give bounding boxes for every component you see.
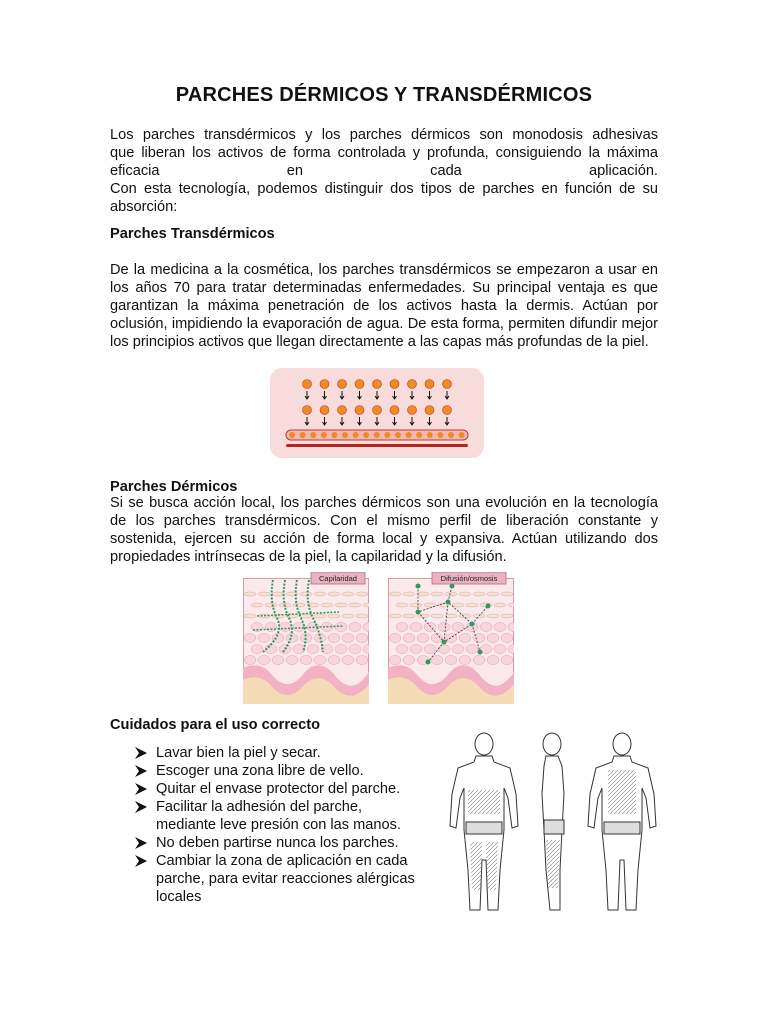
intro-line-1: Los parches transdérmicos y los parches dérmicos son monodosis adhesivas bbox=[110, 127, 658, 143]
skin-cell bbox=[501, 592, 513, 596]
dermis-line bbox=[286, 444, 468, 447]
skin-cell bbox=[349, 623, 361, 632]
list-item bbox=[134, 744, 434, 762]
skin-cell bbox=[363, 603, 369, 607]
skin-cell bbox=[307, 645, 319, 654]
skin-cell bbox=[431, 656, 443, 665]
skin-cell bbox=[342, 614, 354, 618]
skin-cell bbox=[487, 614, 499, 618]
active-drop-icon bbox=[443, 406, 452, 415]
skin-cell bbox=[356, 614, 368, 618]
skin-cell bbox=[494, 603, 506, 607]
skin-cell bbox=[272, 592, 284, 596]
skin-cell bbox=[459, 634, 471, 643]
absorbed-drop-icon bbox=[353, 432, 359, 438]
skin-cell bbox=[342, 592, 354, 596]
active-drop-icon bbox=[390, 406, 399, 415]
body-side-figure bbox=[542, 733, 564, 910]
skin-cell bbox=[431, 614, 443, 618]
diffusion-node bbox=[486, 604, 491, 609]
absorbed-drop-icon bbox=[448, 432, 454, 438]
diffusion-node bbox=[478, 650, 483, 655]
active-drop-icon bbox=[390, 380, 399, 389]
diffusion-node bbox=[416, 584, 421, 589]
transdermal-paragraph: De la medicina a la cosmética, los parches transdérmicos se empezaron a usar en los años 70 para tratar determinadas enfermedades. Su principal ventaja es que garantizan la máxima penetración de los activos hasta la dermis. Actúan por oclusión, impidiendo la evaporación de agua. De esta forma, permiten difundir mejor los principios activos que llegan directamente a las capas más profundas de la piel. bbox=[110, 262, 658, 350]
skin-cell bbox=[335, 645, 347, 654]
skin-cell bbox=[508, 603, 514, 607]
list-item bbox=[134, 780, 434, 798]
skin-cell bbox=[403, 634, 415, 643]
active-drop-icon bbox=[408, 406, 417, 415]
list-item bbox=[134, 834, 434, 852]
active-drop-icon bbox=[303, 406, 312, 415]
body-front-figure bbox=[450, 733, 518, 910]
active-drop-icon bbox=[338, 380, 347, 389]
capillarity-label: Capilaridad bbox=[319, 574, 357, 583]
absorbed-drop-icon bbox=[437, 432, 443, 438]
intro-paragraph bbox=[110, 126, 658, 216]
skin-cell bbox=[244, 592, 256, 596]
skin-cell bbox=[279, 623, 291, 632]
skin-cell bbox=[403, 656, 415, 665]
list-item-line: Quitar el envase protector del parche. bbox=[156, 781, 401, 797]
skin-cell bbox=[445, 592, 457, 596]
absorbed-drop-icon bbox=[363, 432, 369, 438]
list-item-line: Lavar bien la piel y secar. bbox=[156, 745, 321, 761]
list-item bbox=[134, 762, 434, 780]
skin-cell bbox=[328, 634, 340, 643]
skin-cell bbox=[501, 634, 513, 643]
transdermal-patch-illustration bbox=[270, 368, 484, 458]
skin-cell bbox=[293, 603, 305, 607]
body-back-figure bbox=[588, 733, 656, 910]
skin-cell bbox=[466, 603, 478, 607]
active-drop-icon bbox=[373, 380, 382, 389]
skin-cell bbox=[396, 623, 408, 632]
skin-cell bbox=[466, 645, 478, 654]
skin-cell bbox=[321, 603, 333, 607]
skin-cell bbox=[389, 592, 401, 596]
absorbed-drop-icon bbox=[321, 432, 327, 438]
skin-cell bbox=[328, 656, 340, 665]
intro-line-5: absorción: bbox=[110, 199, 178, 215]
skin-cell bbox=[501, 656, 513, 665]
capillarity-skin-illustration bbox=[243, 572, 369, 704]
skin-cell bbox=[494, 623, 506, 632]
skin-cell bbox=[356, 592, 368, 596]
skin-cell bbox=[251, 603, 263, 607]
skin-cell bbox=[265, 623, 277, 632]
active-drop-icon bbox=[408, 380, 417, 389]
absorbed-drop-icon bbox=[406, 432, 412, 438]
arrowhead-bullet-icon bbox=[134, 762, 148, 780]
absorbed-drop-icon bbox=[459, 432, 465, 438]
skin-cell bbox=[396, 603, 408, 607]
skin-cell bbox=[445, 656, 457, 665]
skin-cell bbox=[487, 592, 499, 596]
absorbed-drop-icon bbox=[384, 432, 390, 438]
active-drop-icon bbox=[355, 406, 364, 415]
skin-cell bbox=[300, 656, 312, 665]
list-item-line: Escoger una zona libre de vello. bbox=[156, 763, 364, 779]
intro-word: aplicación. bbox=[589, 163, 658, 179]
diffusion-node bbox=[426, 660, 431, 665]
intro-word: cada bbox=[430, 163, 462, 179]
skin-cell bbox=[417, 592, 429, 596]
care-list bbox=[134, 744, 434, 906]
skin-cell bbox=[501, 614, 513, 618]
skin-cell bbox=[487, 634, 499, 643]
intro-line-2: que liberan los activos de forma controlada y profunda, consiguiendo la máxima bbox=[110, 145, 658, 161]
skin-cell bbox=[396, 645, 408, 654]
active-drop-icon bbox=[425, 380, 434, 389]
skin-cell bbox=[251, 645, 263, 654]
skin-cell bbox=[342, 634, 354, 643]
skin-cell bbox=[258, 592, 270, 596]
intro-line-3 bbox=[110, 162, 658, 180]
skin-cell bbox=[452, 603, 464, 607]
skin-cell bbox=[244, 656, 256, 665]
skin-cell bbox=[265, 603, 277, 607]
list-item bbox=[134, 798, 434, 834]
absorbed-drop-icon bbox=[289, 432, 295, 438]
skin-cell bbox=[300, 592, 312, 596]
skin-cell bbox=[244, 634, 256, 643]
skin-cell bbox=[286, 656, 298, 665]
skin-cell bbox=[403, 592, 415, 596]
arrowhead-bullet-icon bbox=[134, 834, 148, 852]
skin-cell bbox=[410, 645, 422, 654]
arrowhead-bullet-icon bbox=[134, 852, 148, 870]
list-item-line: mediante leve presión con las manos. bbox=[156, 817, 401, 833]
intro-word: en bbox=[286, 163, 303, 179]
intro-word: eficacia bbox=[110, 163, 160, 179]
active-drop-icon bbox=[320, 406, 329, 415]
absorbed-drop-icon bbox=[395, 432, 401, 438]
absorbed-drop-icon bbox=[427, 432, 433, 438]
section-heading-transdermal: Parches Transdérmicos bbox=[110, 226, 275, 242]
diffusion-node bbox=[442, 640, 447, 645]
skin-cell bbox=[431, 634, 443, 643]
arrowhead-bullet-icon bbox=[134, 798, 148, 816]
skin-cell bbox=[438, 623, 450, 632]
list-item-line: parche, para evitar reacciones alérgicas bbox=[156, 871, 415, 887]
body-application-zones-illustration bbox=[446, 730, 666, 916]
absorbed-drop-icon bbox=[310, 432, 316, 438]
skin-cell bbox=[417, 634, 429, 643]
drops-in-skin bbox=[289, 432, 465, 438]
absorbed-drop-icon bbox=[416, 432, 422, 438]
skin-cell bbox=[459, 592, 471, 596]
skin-cell bbox=[424, 623, 436, 632]
skin-cell bbox=[473, 592, 485, 596]
list-item-line: Facilitar la adhesión del parche, bbox=[156, 799, 363, 815]
skin-cell bbox=[389, 614, 401, 618]
absorbed-drop-icon bbox=[331, 432, 337, 438]
skin-cell bbox=[487, 656, 499, 665]
list-item-line: Cambiar la zona de aplicación en cada bbox=[156, 853, 408, 869]
skin-cell bbox=[293, 623, 305, 632]
list-item-line: locales bbox=[156, 889, 202, 905]
absorbed-drop-icon bbox=[300, 432, 306, 438]
page-title: PARCHES DÉRMICOS Y TRANSDÉRMICOS bbox=[175, 84, 593, 106]
skin-cell bbox=[480, 623, 492, 632]
absorbed-drop-icon bbox=[342, 432, 348, 438]
diffusion-node bbox=[416, 610, 421, 615]
skin-cell bbox=[356, 656, 368, 665]
skin-cell bbox=[410, 603, 422, 607]
section-heading-dermal: Parches Dérmicos bbox=[110, 479, 238, 495]
arrowhead-bullet-icon bbox=[134, 744, 148, 762]
skin-cell bbox=[459, 656, 471, 665]
absorbed-drop-icon bbox=[374, 432, 380, 438]
skin-cell bbox=[328, 592, 340, 596]
skin-cell bbox=[389, 656, 401, 665]
active-drop-icon bbox=[425, 406, 434, 415]
skin-cell bbox=[258, 634, 270, 643]
skin-cell bbox=[356, 634, 368, 643]
intro-line-4: Con esta tecnología, podemos distinguir dos tipos de parches en función de su bbox=[110, 181, 658, 197]
skin-cell bbox=[342, 656, 354, 665]
arrowhead-bullet-icon bbox=[134, 780, 148, 798]
dermal-paragraph: Si se busca acción local, los parches dérmicos son una evolución en la tecnología de los parches transdérmicos. Con el mismo perfil de liberación constante y sostenida, ejercen su acción de forma local y expansiva. Actúan utilizando dos propiedades intrínsecas de la piel, la capilaridad y la difusión. bbox=[110, 495, 658, 565]
skin-cell bbox=[410, 623, 422, 632]
diffusion-label: Difusión/osmosis bbox=[440, 574, 498, 583]
skin-cell bbox=[258, 656, 270, 665]
skin-cell bbox=[335, 623, 347, 632]
diffusion-skin-illustration bbox=[388, 572, 514, 704]
skin-cell bbox=[244, 614, 256, 618]
skin-cell bbox=[424, 645, 436, 654]
skin-cell bbox=[389, 634, 401, 643]
active-drop-icon bbox=[338, 406, 347, 415]
skin-cell bbox=[403, 614, 415, 618]
skin-cell bbox=[314, 656, 326, 665]
skin-cell bbox=[314, 592, 326, 596]
skin-cell bbox=[452, 645, 464, 654]
skin-cell bbox=[314, 614, 326, 618]
skin-cell bbox=[438, 645, 450, 654]
list-item-line: No deben partirse nunca los parches. bbox=[156, 835, 399, 851]
skin-cell bbox=[431, 592, 443, 596]
skin-cell bbox=[328, 614, 340, 618]
skin-cell bbox=[494, 645, 506, 654]
active-drop-icon bbox=[355, 380, 364, 389]
diffusion-node bbox=[446, 600, 451, 605]
skin-cell bbox=[272, 656, 284, 665]
skin-cell bbox=[349, 603, 361, 607]
active-drop-icon bbox=[303, 380, 312, 389]
skin-cell bbox=[473, 656, 485, 665]
active-drop-icon bbox=[320, 380, 329, 389]
skin-cell bbox=[335, 603, 347, 607]
diffusion-node bbox=[470, 622, 475, 627]
skin-cell bbox=[349, 645, 361, 654]
list-item bbox=[134, 852, 434, 906]
active-drop-icon bbox=[373, 406, 382, 415]
active-drop-icon bbox=[443, 380, 452, 389]
section-heading-care: Cuidados para el uso correcto bbox=[110, 717, 321, 733]
